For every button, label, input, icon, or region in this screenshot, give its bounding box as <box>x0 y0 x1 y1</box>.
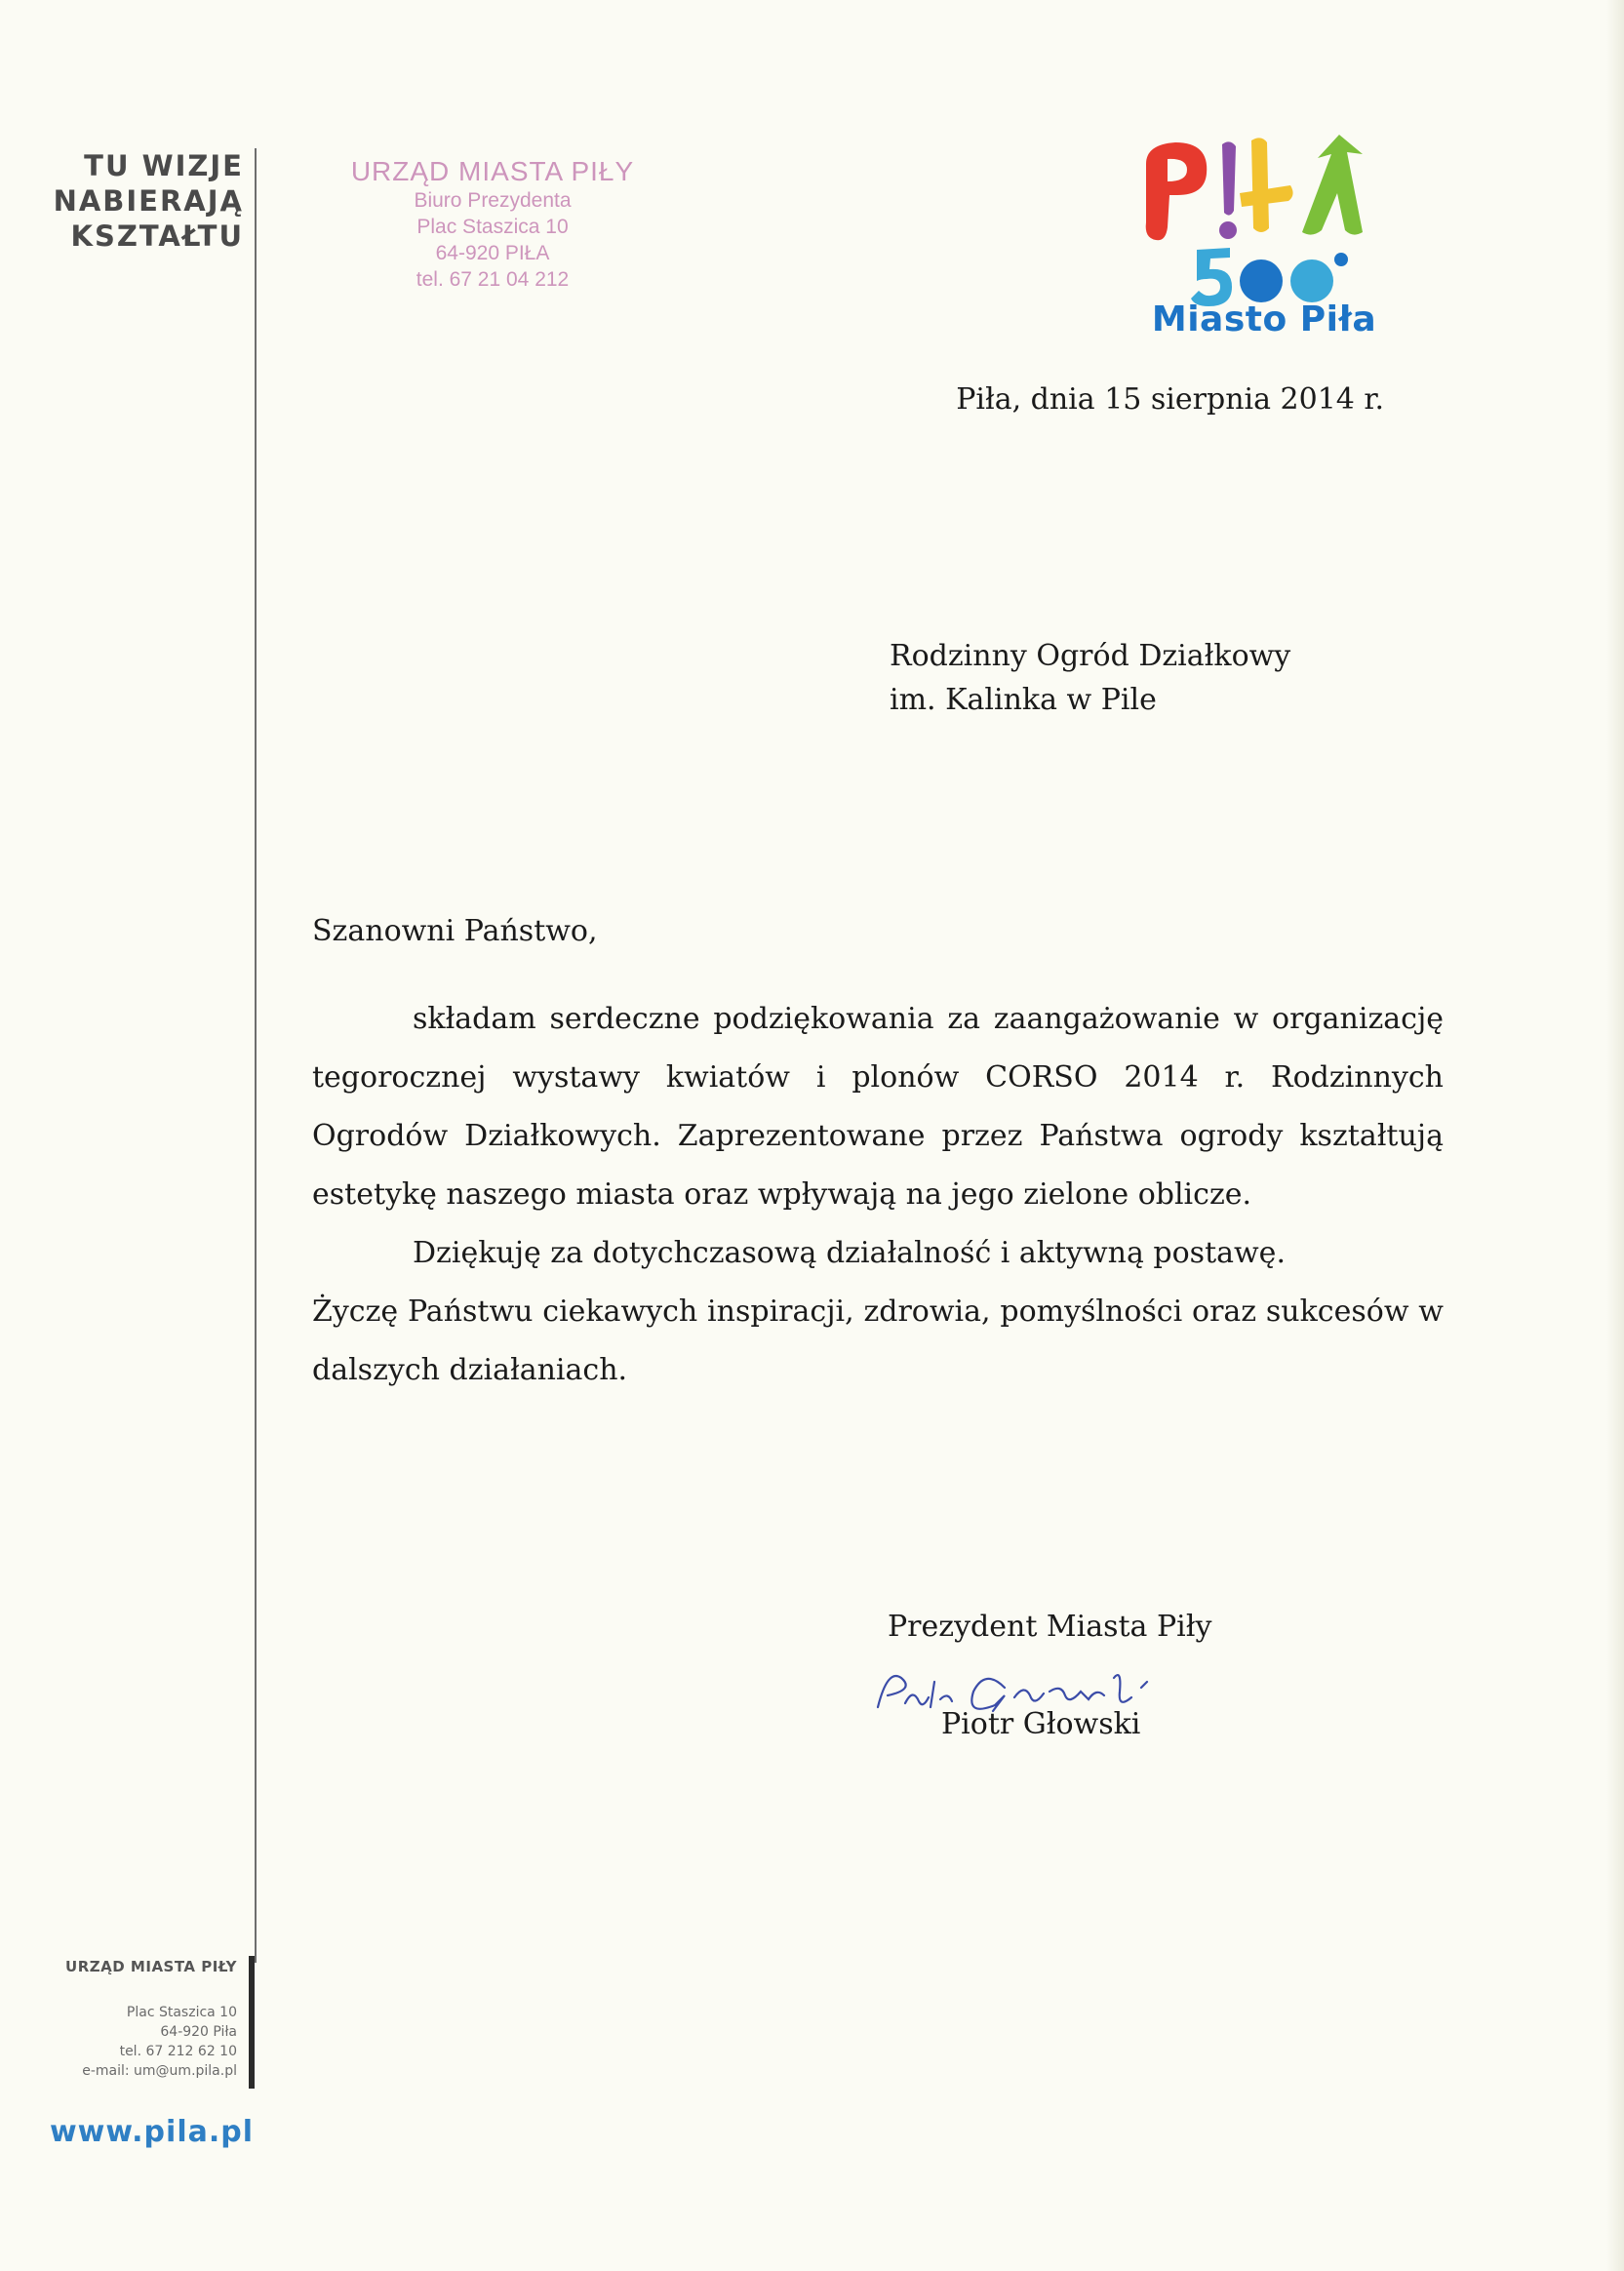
stamp-line: Plac Staszica 10 <box>416 216 569 238</box>
letter-paragraph: Dziękuję za dotychczasową działalność i aktywną postawę. <box>413 1236 1286 1270</box>
footer-address <box>82 2003 237 2081</box>
signatory-title: Prezydent Miasta Piły <box>888 1610 1212 1644</box>
slogan-line: NABIERAJĄ <box>53 184 244 218</box>
slogan-line: TU WIZJE <box>84 149 244 182</box>
footer-divider <box>249 1956 255 2089</box>
recipient-line: Rodzinny Ogród Działkowy <box>890 639 1291 673</box>
logo-caption: Miasto Piła <box>1151 299 1377 339</box>
stamp-line: Biuro Prezydenta <box>414 189 572 212</box>
office-stamp <box>346 156 639 293</box>
slogan-line: KSZTAŁTU <box>70 219 244 253</box>
recipient-address <box>890 634 1290 722</box>
stamp-line: 64-920 PIŁA <box>435 242 550 264</box>
footer-address-line: 64-920 Piła <box>160 2024 237 2040</box>
stamp-line: tel. 67 21 04 212 <box>416 268 570 291</box>
letter-paragraph: Życzę Państwu ciekawych inspiracji, zdrowia, pomyślności oraz sukcesów w dalszych działaniach. <box>312 1295 1444 1387</box>
footer-address-line: Plac Staszica 10 <box>126 2005 237 2020</box>
letter-date: Piła, dnia 15 sierpnia 2014 r. <box>956 382 1384 417</box>
sidebar-divider <box>255 148 257 1963</box>
recipient-line: im. Kalinka w Pile <box>890 683 1157 717</box>
website-link[interactable]: www.pila.pl <box>49 2115 254 2149</box>
stamp-title: URZĄD MIASTA PIŁY <box>350 156 635 186</box>
footer-email: e-mail: um@um.pila.pl <box>82 2063 237 2079</box>
slogan <box>54 148 244 254</box>
letter-body <box>312 990 1444 1400</box>
page-edge <box>1606 0 1624 2271</box>
signatory-name: Piotr Głowski <box>941 1707 1141 1741</box>
letter-paragraph: składam serdeczne podziękowania za zaangażowanie w organizację tegorocznej wystawy kwiatów i plonów CORSO 2014 r. Rodzinnych Ogrodów Działkowych. Zaprezentowane przez Państwa ogrody kształtują estetykę naszego miasta oraz wpływają na jego zielone oblicze. <box>312 1002 1444 1212</box>
salutation: Szanowni Państwo, <box>312 914 598 948</box>
footer-address-line: tel. 67 212 62 10 <box>119 2044 237 2059</box>
footer-office-name: URZĄD MIASTA PIŁY <box>65 1958 237 1975</box>
